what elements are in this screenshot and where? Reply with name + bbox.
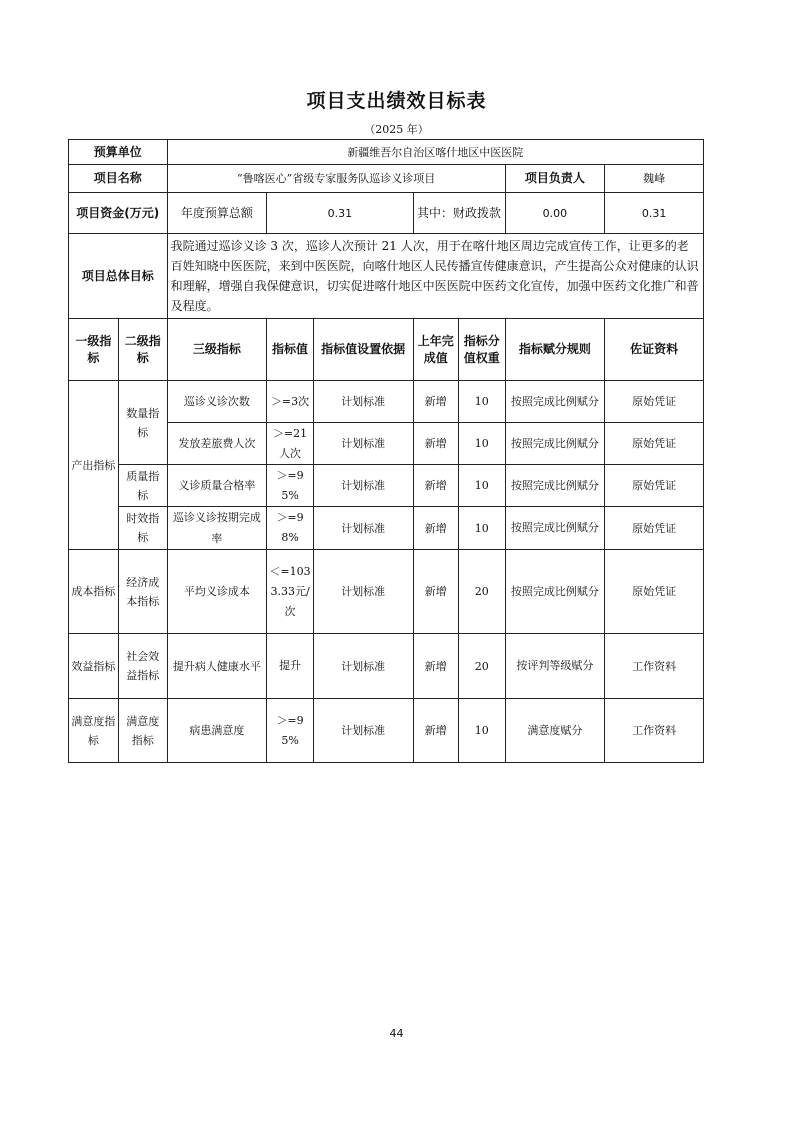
indicator-name: 发放差旅费人次 — [167, 423, 267, 465]
indicator-last-year: 新增 — [413, 699, 459, 763]
fiscal-label: 其中：财政拨款 — [413, 193, 505, 234]
indicator-rule: 按评判等级赋分 — [505, 634, 605, 699]
indicator-value: ＞=95% — [267, 699, 314, 763]
group-output: 产出指标 — [69, 381, 119, 550]
indicator-rule: 按照完成比例赋分 — [505, 550, 605, 634]
indicator-value: 提升 — [267, 634, 314, 699]
group-benefit: 效益指标 — [69, 634, 119, 699]
annual-budget-label: 年度预算总额 — [167, 193, 267, 234]
indicator-value: ＞=21人次 — [267, 423, 314, 465]
indicator-value: ＞=98% — [267, 507, 314, 550]
project-name-row — [69, 165, 704, 193]
indicator-evidence: 工作资料 — [605, 699, 704, 763]
indicator-basis: 计划标准 — [313, 465, 413, 507]
indicator-rule: 按照完成比例赋分 — [505, 381, 605, 423]
indicator-weight: 10 — [459, 507, 506, 550]
indicator-name: 平均义诊成本 — [167, 550, 267, 634]
indicator-rule: 按照完成比例赋分 — [505, 423, 605, 465]
table-row — [69, 699, 704, 763]
overall-goal-row — [69, 234, 704, 319]
indicator-evidence: 原始凭证 — [605, 381, 704, 423]
group-economic-cost: 经济成本指标 — [118, 550, 167, 634]
table-row — [69, 550, 704, 634]
unit-label: 预算单位 — [69, 140, 168, 165]
unit-value: 新疆维吾尔自治区喀什地区中医医院 — [167, 140, 703, 165]
group-timeliness: 时效指标 — [118, 507, 167, 550]
group-quality: 质量指标 — [118, 465, 167, 507]
header-level1: 一级指标 — [69, 319, 119, 381]
table-row — [69, 381, 704, 423]
header-last-year: 上年完成值 — [413, 319, 459, 381]
header-value: 指标值 — [267, 319, 314, 381]
indicator-weight: 10 — [459, 381, 506, 423]
indicator-last-year: 新增 — [413, 507, 459, 550]
indicator-weight: 20 — [459, 634, 506, 699]
indicator-evidence: 原始凭证 — [605, 465, 704, 507]
indicator-evidence: 原始凭证 — [605, 550, 704, 634]
indicator-basis: 计划标准 — [313, 699, 413, 763]
indicator-basis: 计划标准 — [313, 550, 413, 634]
project-name-label: 项目名称 — [69, 165, 168, 193]
group-quantity: 数量指标 — [118, 381, 167, 465]
indicator-value: ＞=95% — [267, 465, 314, 507]
table-row — [69, 507, 704, 550]
indicator-last-year: 新增 — [413, 634, 459, 699]
indicator-value: ＞=3次 — [267, 381, 314, 423]
indicator-weight: 10 — [459, 699, 506, 763]
year-label: （2025 年） — [364, 123, 429, 136]
indicator-basis: 计划标准 — [313, 634, 413, 699]
indicator-name: 巡诊义诊按期完成率 — [167, 507, 267, 550]
annual-budget-value: 0.31 — [267, 193, 413, 234]
indicator-last-year: 新增 — [413, 381, 459, 423]
indicator-name: 提升病人健康水平 — [167, 634, 267, 699]
performance-goal-table — [68, 139, 704, 763]
overall-goal-text: 我院通过巡诊义诊 3 次，巡诊人次预计 21 人次，用于在喀什地区周边完成宣传工作，让更多的老百姓知晓中医医院，来到中医医院，向喀什地区人民传播宣传健康意识，产生提高公众对健康的认识和理解，增强自我保健意识，切实促进喀什地区中医医院中医药文化宣传，加强中医药文化推广和普及程度。 — [167, 234, 703, 319]
indicator-name: 巡诊义诊次数 — [167, 381, 267, 423]
indicator-last-year: 新增 — [413, 423, 459, 465]
header-weight: 指标分值权重 — [459, 319, 506, 381]
header-level2: 二级指标 — [118, 319, 167, 381]
indicator-header-row — [69, 319, 704, 381]
page-number: 44 — [389, 1027, 404, 1040]
indicator-last-year: 新增 — [413, 465, 459, 507]
table-row — [69, 465, 704, 507]
indicator-last-year: 新增 — [413, 550, 459, 634]
header-basis: 指标值设置依据 — [313, 319, 413, 381]
indicator-evidence: 工作资料 — [605, 634, 704, 699]
header-evidence: 佐证资料 — [605, 319, 704, 381]
indicator-rule: 满意度赋分 — [505, 699, 605, 763]
fiscal-value: 0.00 — [505, 193, 605, 234]
indicator-weight: 20 — [459, 550, 506, 634]
project-leader-label: 项目负责人 — [505, 165, 605, 193]
indicator-evidence: 原始凭证 — [605, 423, 704, 465]
indicator-basis: 计划标准 — [313, 507, 413, 550]
project-name-value: “鲁喀医心”省级专家服务队巡诊义诊项目 — [167, 165, 505, 193]
group-social-benefit: 社会效益指标 — [118, 634, 167, 699]
indicator-basis: 计划标准 — [313, 423, 413, 465]
indicator-evidence: 原始凭证 — [605, 507, 704, 550]
indicator-basis: 计划标准 — [313, 381, 413, 423]
group-satisfaction-sub: 满意度指标 — [118, 699, 167, 763]
other-funds-value: 0.31 — [605, 193, 704, 234]
funds-label: 项目资金(万元) — [69, 193, 168, 234]
indicator-rule: 按照完成比例赋分 — [505, 465, 605, 507]
group-cost: 成本指标 — [69, 550, 119, 634]
page-title: 项目支出绩效目标表 — [306, 90, 487, 112]
table-row — [69, 634, 704, 699]
project-leader-value: 魏峰 — [605, 165, 704, 193]
indicator-weight: 10 — [459, 423, 506, 465]
indicator-rule: 按照完成比例赋分 — [505, 507, 605, 550]
header-rule: 指标赋分规则 — [505, 319, 605, 381]
indicator-value: ＜=1033.33元/次 — [267, 550, 314, 634]
funds-row — [69, 193, 704, 234]
group-satisfaction: 满意度指标 — [69, 699, 119, 763]
indicator-name: 病患满意度 — [167, 699, 267, 763]
header-level3: 三级指标 — [167, 319, 267, 381]
indicator-name: 义诊质量合格率 — [167, 465, 267, 507]
unit-row — [69, 140, 704, 165]
overall-goal-label: 项目总体目标 — [69, 234, 168, 319]
indicator-weight: 10 — [459, 465, 506, 507]
